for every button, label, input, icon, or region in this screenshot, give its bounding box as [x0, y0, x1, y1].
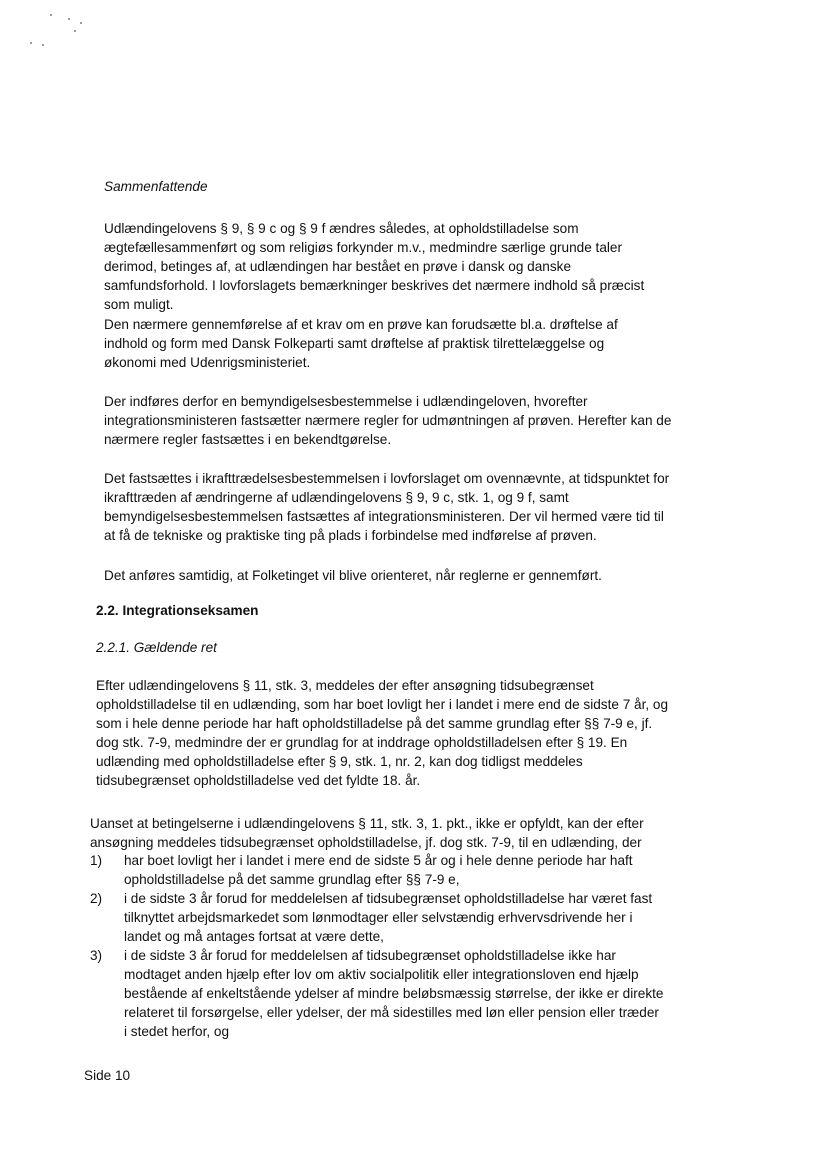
- scan-speck: [30, 42, 32, 44]
- list-item-text: i de sidste 3 år forud for meddelelsen af tidsubegrænset opholdstilladelse har været fast tilknyttet arbejdsmarkedet som lønmodtager eller selvstændig erhvervsdrivende her i landet og må antages fortsat at være dette,: [124, 891, 653, 944]
- list-item-text: i de sidste 3 år forud for meddelelsen af tidsubegrænset opholdstilladelse ikke har modtaget anden hjælp efter lov om aktiv socialpolitik eller integrationsloven end hjælp bestående af enkeltstående ydelser af mindre beløbsmæssig størrelse, der ikke er direkte relateret til forsørgelse, eller ydelser, der må sidestilles med løn eller pension eller træder i stedet herfor, og: [124, 948, 664, 1039]
- list-item-number: 3): [90, 948, 103, 963]
- paragraph: Uanset at betingelserne i udlændingelovens § 11, stk. 3, 1. pkt., ikke er opfyldt, kan der efter ansøgning meddeles tidsubegrænset opholdstilladelse, jf. dog stk. 7-9, til en udlænding, der: [90, 816, 644, 850]
- list-item-number: 2): [90, 891, 103, 906]
- list-item: [90, 889, 670, 949]
- paragraph: Det anføres samtidig, at Folketinget vil blive orienteret, når reglerne er gennemført.: [104, 568, 602, 583]
- scan-speck: [68, 18, 70, 20]
- paragraph: Det fastsættes i ikrafttrædelsesbestemmelsen i lovforslaget om ovennævnte, at tidspunktet for ikrafttræden af ændringerne af udlændingelovens § 9, 9 c, stk. 1, og 9 f, samt bemyndigelsesbestemmelsen fastsættes af integrationsministeren. Der vil hermed være tid til at få de tekniske og praktiske ting på plads i forbindelse med indførelse af prøven.: [104, 471, 670, 543]
- list-item: [90, 946, 670, 1046]
- scan-speck: [42, 44, 44, 46]
- list-item-text: har boet lovligt her i landet i mere end de sidste 5 år og i hele denne periode har haft opholdstilladelse på det samme grundlag efter §§ 7-9 e,: [124, 853, 633, 887]
- list-item-number: 1): [90, 853, 103, 868]
- paragraph: Udlændingelovens § 9, § 9 c og § 9 f ændres således, at opholdstilladelse som ægtefællesammenført og som religiøs forkynder m.v., medmindre særlige grunde taler derimod, betinges af, at udlændingen har bestået en prøve i dansk og danske samfundsforhold. I lovforslagets bemærkninger beskrives det nærmere indhold så præcist som muligt.: [104, 221, 645, 312]
- page-number: Side 10: [84, 1068, 131, 1083]
- scan-speck: [80, 22, 82, 24]
- section-heading: 2.2. Integrationseksamen: [96, 603, 259, 618]
- summary-heading: Sammenfattende: [104, 179, 208, 194]
- list-item: [90, 851, 670, 891]
- paragraph: Efter udlændingelovens § 11, stk. 3, meddeles der efter ansøgning tidsubegrænset opholdstilladelse til en udlænding, som har boet lovligt her i landet i mere end de sidste 7 år, og som i hele denne periode har haft opholdstilladelse på det samme grundlag efter §§ 7-9 e, jf. dog stk. 7-9, medmindre der er grundlag for at inddrage opholdstilladelsen efter § 19. En udlænding med opholdstilladelse efter § 9, stk. 1, nr. 2, kan dog tidligst meddeles tidsubegrænset opholdstilladelse ved det fyldte 18. år.: [96, 678, 669, 788]
- subsection-heading: 2.2.1. Gældende ret: [96, 640, 217, 655]
- paragraph: Den nærmere gennemførelse af et krav om en prøve kan forudsætte bl.a. drøftelse af indhold og form med Dansk Folkeparti samt drøftelse af praktisk tilrettelæggelse og økonomi med Udenrigsministeriet.: [104, 317, 618, 370]
- scan-speck: [74, 30, 76, 32]
- paragraph: Der indføres derfor en bemyndigelsesbestemmelse i udlændingeloven, hvorefter integrationsministeren fastsætter nærmere regler for udmøntningen af prøven. Herefter kan de nærmere regler fastsættes i en bekendtgørelse.: [104, 394, 672, 447]
- scan-speck: [50, 14, 52, 16]
